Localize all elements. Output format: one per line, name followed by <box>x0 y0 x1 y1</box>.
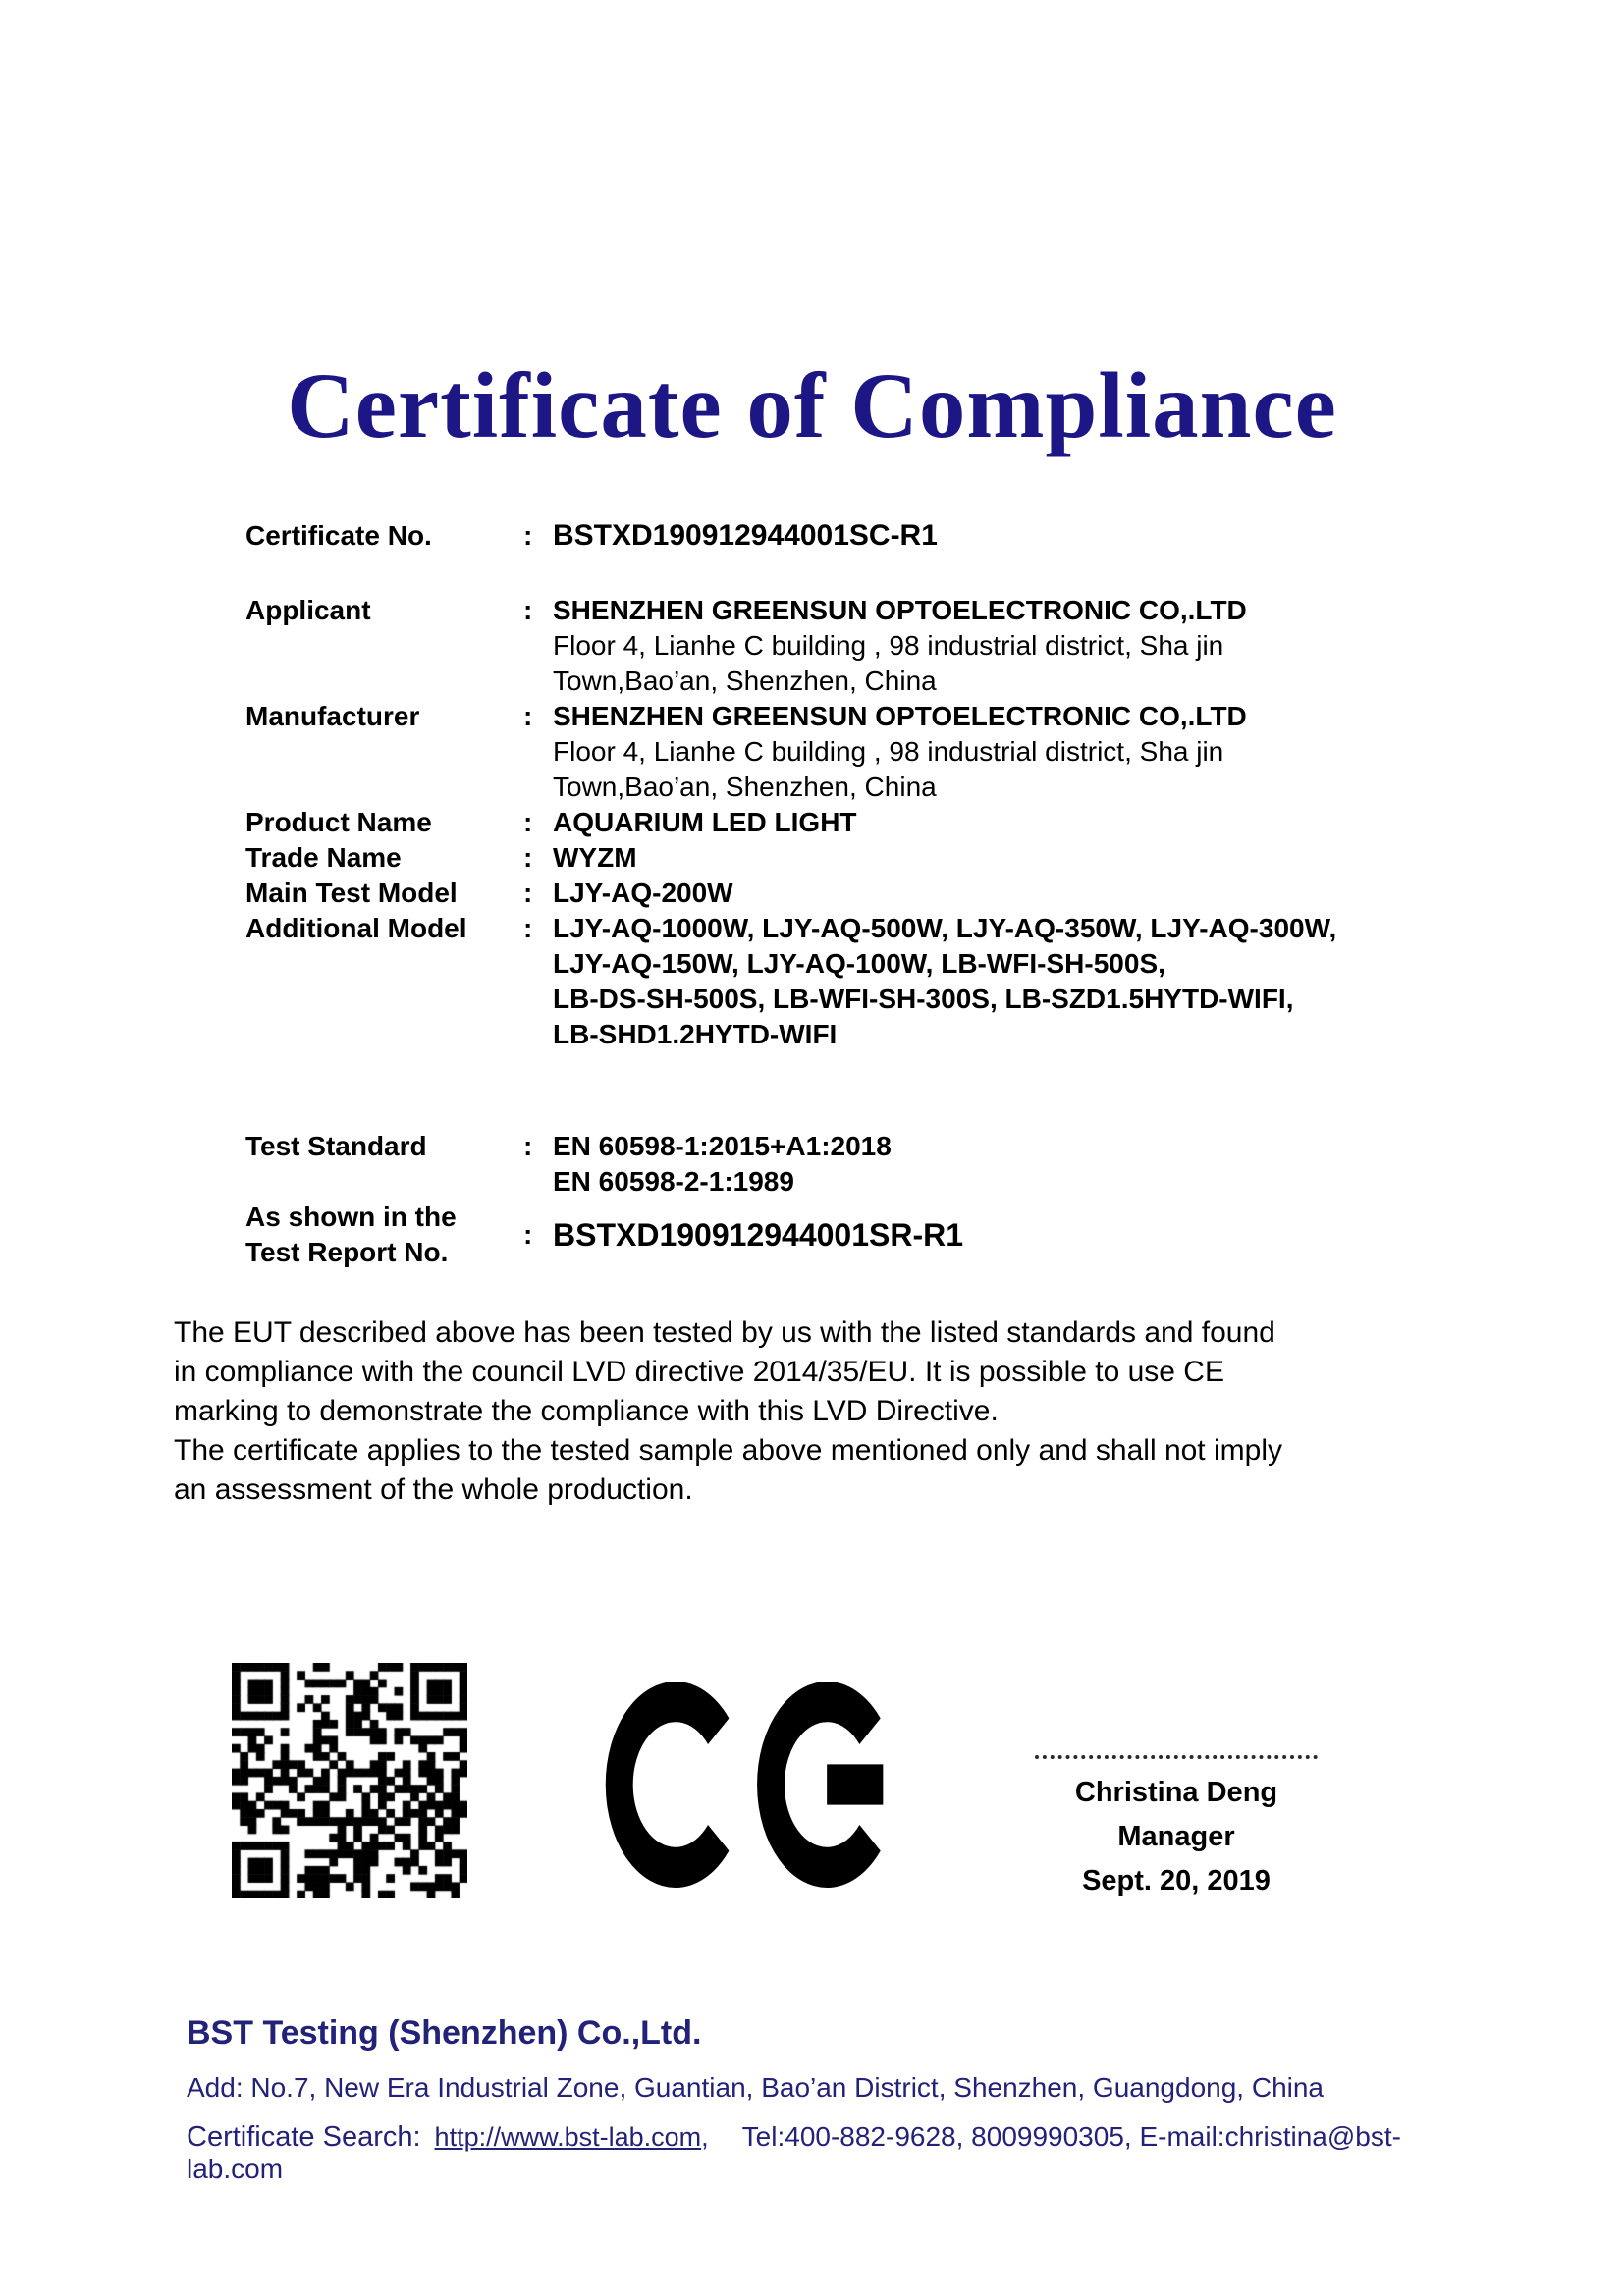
signature-date: Sept. 20, 2019 <box>1082 1865 1271 1896</box>
declaration-line: marking to demonstrate the compliance with this LVD Directive. <box>174 1395 999 1427</box>
product-name-value: AQUARIUM LED LIGHT <box>553 807 857 837</box>
manufacturer-address-line: Town,Bao’an, Shenzhen, China <box>553 772 937 802</box>
field-certificate-no <box>245 518 1463 554</box>
signatory-role: Manager <box>1117 1821 1235 1852</box>
main-test-model-value: LJY-AQ-200W <box>553 878 733 908</box>
qr-code-icon <box>232 1663 467 1898</box>
field-label: Product Name <box>245 807 432 837</box>
applicant-name: SHENZHEN GREENSUN OPTOELECTRONIC CO,.LTD <box>553 595 1247 625</box>
page-title: Certificate of Compliance <box>287 353 1337 457</box>
field-label: Certificate No. <box>245 520 432 551</box>
test-standard-line: EN 60598-2-1:1989 <box>553 1166 794 1197</box>
signature-dotted-line <box>1035 1755 1318 1759</box>
field-colon: : <box>523 1219 533 1250</box>
field-applicant <box>245 593 1463 699</box>
test-standard-line: EN 60598-1:2015+A1:2018 <box>553 1131 892 1161</box>
field-colon: : <box>523 1131 533 1161</box>
ce-marking-icon <box>605 1681 886 1889</box>
declaration-line: The certificate applies to the tested sample above mentioned only and shall not imply <box>174 1434 1282 1467</box>
certificate-search-link[interactable]: http://www.bst-lab.com <box>434 2122 702 2152</box>
certificate-search-label: Certificate Search: <box>187 2121 421 2153</box>
field-additional-model <box>245 911 1463 1052</box>
field-label: Manufacturer <box>245 701 420 731</box>
certificate-number-value: BSTXD190912944001SC-R1 <box>553 519 938 552</box>
declaration-line: an assessment of the whole production. <box>174 1473 693 1506</box>
field-colon: : <box>523 520 533 551</box>
field-colon: : <box>523 807 533 837</box>
signature-block <box>1031 1755 1322 1903</box>
declaration-line: The EUT described above has been tested by us with the listed standards and found <box>174 1316 1275 1349</box>
applicant-address-line: Town,Bao’an, Shenzhen, China <box>553 666 937 696</box>
field-label: Trade Name <box>245 842 402 873</box>
footer <box>187 2014 1492 2186</box>
manufacturer-name: SHENZHEN GREENSUN OPTOELECTRONIC CO,.LTD <box>553 701 1247 731</box>
field-manufacturer <box>245 699 1463 805</box>
field-colon: : <box>523 913 533 943</box>
declaration-paragraph <box>174 1313 1460 1510</box>
additional-model-line: LJY-AQ-1000W, LJY-AQ-500W, LJY-AQ-350W, LJY-AQ-300W, <box>553 913 1337 943</box>
field-colon: : <box>523 701 533 731</box>
field-label: Applicant <box>245 595 371 625</box>
signatory-name: Christina Deng <box>1074 1777 1278 1808</box>
field-label: Test Standard <box>245 1131 427 1161</box>
additional-model-line: LJY-AQ-150W, LJY-AQ-100W, LB-WFI-SH-500S, <box>553 948 1165 979</box>
additional-model-line: LB-SHD1.2HYTD-WIFI <box>553 1019 838 1049</box>
certificate-search-line <box>187 2121 1492 2186</box>
field-product-name <box>245 805 1463 840</box>
additional-model-line: LB-DS-SH-500S, LB-WFI-SH-300S, LB-SZD1.5HYTD-WIFI, <box>553 984 1294 1014</box>
trade-name-value: WYZM <box>553 842 637 873</box>
certificate-fields <box>245 518 1463 1270</box>
manufacturer-address-line: Floor 4, Lianhe C building , 98 industrial district, Sha jin <box>553 736 1224 767</box>
field-test-standard <box>245 1129 1463 1200</box>
comma: , <box>701 2122 709 2152</box>
lab-contact-info: Tel:400-882-9628, 8009990305, E-mail:christina@bst-lab.com <box>187 2121 1401 2184</box>
field-trade-name <box>245 840 1463 876</box>
field-colon: : <box>523 878 533 908</box>
lab-company-name: BST Testing (Shenzhen) Co.,Ltd. <box>187 2014 702 2052</box>
test-report-number-value: BSTXD190912944001SR-R1 <box>553 1217 964 1253</box>
lab-address: Add: No.7, New Era Industrial Zone, Guantian, Bao’an District, Shenzhen, Guangdong, China <box>187 2072 1325 2103</box>
declaration-line: in compliance with the council LVD directive 2014/35/EU. It is possible to use CE <box>174 1356 1224 1388</box>
field-colon: : <box>523 842 533 873</box>
field-label: Main Test Model <box>245 878 458 908</box>
applicant-address-line: Floor 4, Lianhe C building , 98 industrial district, Sha jin <box>553 630 1224 661</box>
field-label: As shown in the Test Report No. <box>245 1201 457 1267</box>
field-label: Additional Model <box>245 913 467 943</box>
field-test-report-no <box>245 1200 1463 1270</box>
field-colon: : <box>523 595 533 625</box>
field-main-test-model <box>245 876 1463 911</box>
